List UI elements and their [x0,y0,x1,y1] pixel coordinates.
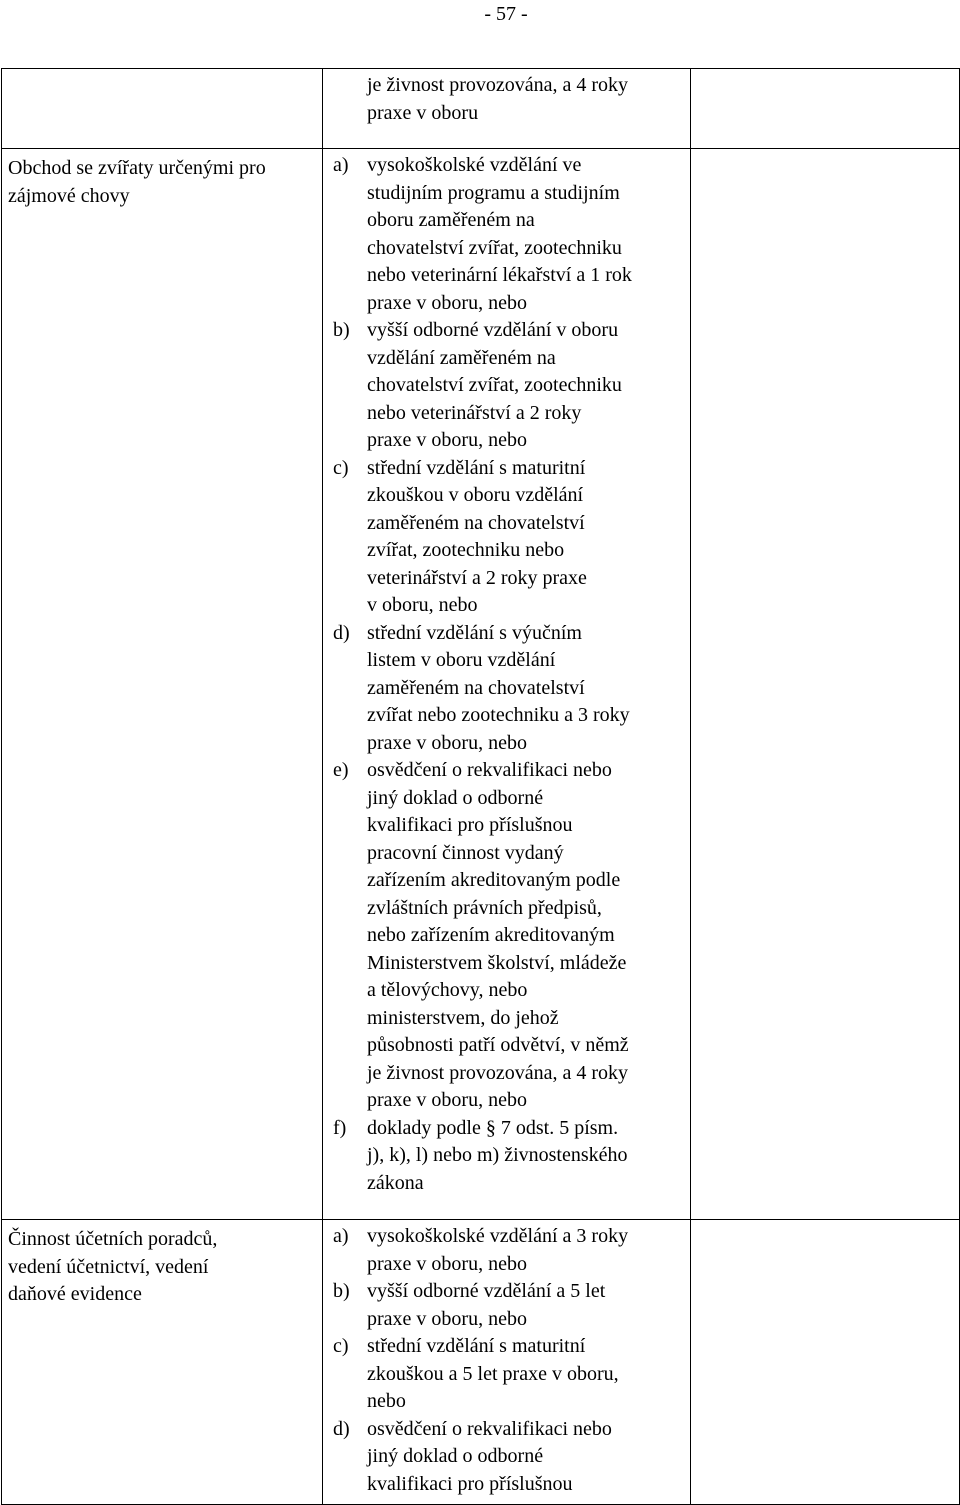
requirements-cell [323,149,691,1220]
text-line: působnosti patří odvětví, v němž [367,1034,629,1056]
item-label: a) [333,1225,349,1247]
requirement-item [323,317,686,455]
notes-cell [691,69,960,149]
requirement-item [323,620,686,758]
text-line: osvědčení o rekvalifikaci nebo [367,759,612,781]
requirement-item [323,1416,686,1499]
text-line: zvláštních právních předpisů, [367,896,602,919]
text-line: pracovní činnost vydaný [367,841,564,864]
text-line: vzdělání zaměřeném na [367,346,556,369]
subject-line: daňové evidence [8,1283,142,1305]
text-line: nebo zařízením akreditovaným [367,924,615,946]
text-line: jiný doklad o odborné [367,786,544,809]
requirement-item [323,757,686,1115]
text-line: nebo veterinářství a 2 roky [367,401,582,424]
item-label: b) [333,1280,350,1302]
text-line: j), k), l) nebo m) živnostenského [367,1144,628,1166]
item-label: f) [333,1116,347,1139]
text-line: kvalifikaci pro příslušnou [367,1472,573,1495]
notes-cell [691,1220,960,1505]
item-label: d) [333,621,350,644]
text-line: zaměřeném na chovatelství [367,676,585,699]
text-line: zákona [367,1171,424,1194]
text-line: studijním programu a studijním [367,181,620,204]
requirement-item [323,1115,686,1198]
text-line: je živnost provozována, a 4 roky [367,1061,629,1084]
requirement-item [323,1223,686,1278]
text-line: praxe v oboru, nebo [367,291,527,314]
item-label: b) [333,319,350,341]
text-line: zvířat, zootechniku nebo [367,539,565,561]
text-line: vyšší odborné vzdělání a 5 let [367,1280,606,1302]
text-line: zvířat nebo zootechniku a 3 roky [367,704,630,726]
text-line: chovatelství zvířat, zootechniku [367,374,622,396]
text-line: praxe v oboru, nebo [367,1307,527,1330]
text-line: zkouškou a 5 let praxe v oboru, [367,1362,619,1385]
text-line: střední vzdělání s maturitní [367,456,586,479]
text-line: je živnost provozována, a 4 roky [367,74,629,96]
page-number: - 57 - [484,3,528,25]
text-line: a tělovýchovy, nebo [367,979,528,1001]
text-line: oboru zaměřeném na [367,209,535,231]
requirements-cell [323,1220,691,1505]
text-line: střední vzdělání s maturitní [367,1335,586,1357]
table-row [2,1220,960,1505]
item-label: c) [333,1335,349,1357]
subject-cell [2,1220,323,1505]
item-label: a) [333,154,349,176]
text-line: listem v oboru vzdělání [367,649,556,671]
text-line: jiný doklad o odborné [367,1445,544,1467]
requirements-cell [323,69,691,149]
text-line: praxe v oboru, nebo [367,1089,527,1111]
item-label: c) [333,456,349,479]
text-line: ministerstvem, do jehož [367,1006,559,1029]
text-line: vysokoškolské vzdělání a 3 roky [367,1225,629,1247]
continuation-text [323,69,690,138]
item-label: e) [333,759,349,781]
subject-line: vedení účetnictví, vedení [8,1255,209,1278]
text-line: zařízením akreditovaným podle [367,869,621,891]
text-line: nebo veterinární lékařství a 1 rok [367,264,632,286]
subject-cell [2,149,323,1220]
requirement-item [323,1278,686,1333]
subject-line: zájmové chovy [8,184,130,207]
text-line: vysokoškolské vzdělání ve [367,154,582,176]
table-row [2,149,960,1220]
text-line: v oboru, nebo [367,594,478,616]
subject-cell [2,69,323,149]
text-line: střední vzdělání s výučním [367,621,582,644]
notes-cell [691,149,960,1220]
text-line: nebo [367,1390,406,1412]
text-line: chovatelství zvířat, zootechniku [367,236,622,259]
text-line: zaměřeném na chovatelství [367,511,585,534]
requirement-item [323,152,686,317]
text-line: osvědčení o rekvalifikaci nebo [367,1417,612,1440]
text-line: praxe v oboru, nebo [367,1252,527,1275]
text-line: zkouškou v oboru vzdělání [367,484,584,506]
item-label: d) [333,1417,350,1440]
requirements-table [1,68,960,1505]
text-line: Ministerstvem školství, mládeže [367,951,627,974]
text-line: praxe v oboru, nebo [367,731,527,754]
text-line: doklady podle § 7 odst. 5 písm. [367,1116,619,1139]
table-row [2,69,960,149]
text-line: vyšší odborné vzdělání v oboru [367,319,619,341]
text-line: kvalifikaci pro příslušnou [367,814,573,836]
text-line: praxe v oboru [367,101,479,124]
requirement-item [323,455,686,620]
text-line: veterinářství a 2 roky praxe [367,566,587,589]
text-line: praxe v oboru, nebo [367,429,527,451]
subject-line: Činnost účetních poradců, [8,1228,218,1250]
requirement-item [323,1333,686,1416]
subject-line: Obchod se zvířaty určenými pro [8,157,266,179]
